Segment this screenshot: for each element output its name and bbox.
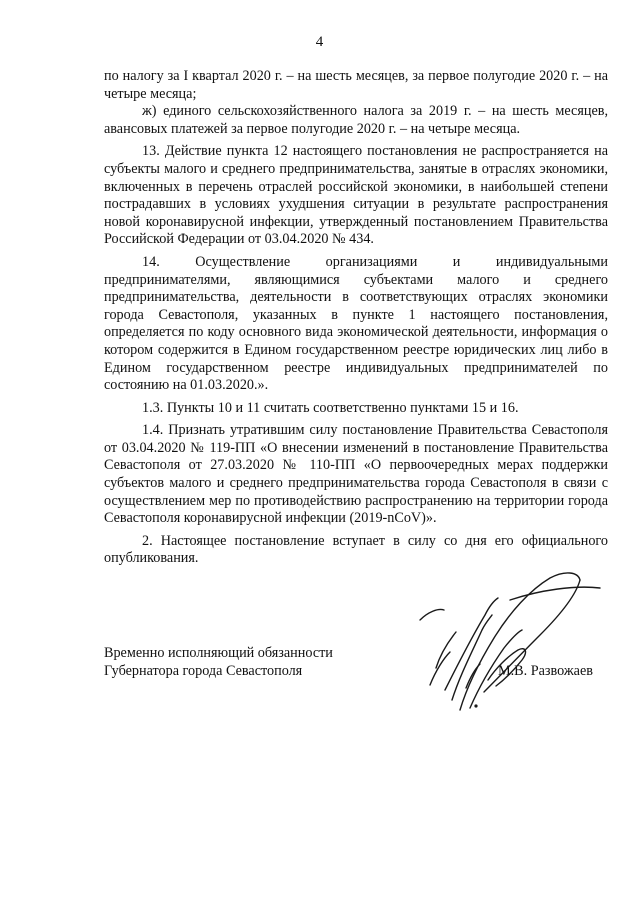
signatory-position-line2: Губернатора города Севастополя — [104, 662, 303, 679]
signatory-position — [104, 645, 424, 680]
paragraph-continuation: по налогу за I квартал 2020 г. – на шесть месяцев, за первое полугодие 2020 г. – на четыре месяца; — [104, 68, 608, 102]
paragraph-13: 13. Действие пункта 12 настоящего постановления не распространяется на субъекты малого и среднего предпринимательства, занятые в отраслях экономики, включенных в перечень отраслей российской экономики, в наибольшей степени пострадавших в условиях ухудшения ситуации в результате распространения новой коронавирусной инфекции, утвержденный постановлением Правительства Российской Федерации от 03.04.2020 № 434. — [104, 143, 608, 248]
page-number: 4 — [315, 34, 324, 50]
paragraph-1-4: 1.4. Признать утратившим силу постановление Правительства Севастополя от 03.04.2020 № 119-ПП «О внесении изменений в постановление Правительства Севастополя от 27.03.2020 № 110-ПП «О первоочередных мерах поддержки субъектов малого и среднего предпринимательства города Севастополя в связи с осуществлением мер по противодействию распространению на территории города Севастополя коронавирусной инфекции (2019-nCoV)». — [104, 422, 608, 527]
paragraph-14: 14. Осуществление организациями и индивидуальными предпринимателями, являющимися субъектами малого и среднего предпринимательства, деятельности в соответствующих отраслях экономики города Севастополя, указанных в пункте 1 настоящего постановления, определяется по коду основного вида экономической деятельности, информация о котором содержится в Едином государственном реестре юридических лиц либо в Едином государственном реестре индивидуальных предпринимателей по состоянию на 01.03.2020.». — [104, 253, 608, 394]
paragraph-1-3: 1.3. Пункты 10 и 11 считать соответственно пунктами 15 и 16. — [142, 399, 519, 416]
paragraph-item-zh: ж) единого сельскохозяйственного налога за 2019 г. – на шесть месяцев, авансовых платежей за первое полугодие 2020 г. – на четыре месяца. — [104, 103, 608, 137]
handwritten-signature — [400, 560, 610, 730]
signatory-position-line1: Временно исполняющий обязанности — [104, 645, 333, 661]
document-body — [104, 68, 608, 568]
paragraph-2: 2. Настоящее постановление вступает в силу со дня его официального опубликования. — [104, 532, 608, 567]
signatory-name: М.В. Развожаев — [498, 663, 593, 679]
